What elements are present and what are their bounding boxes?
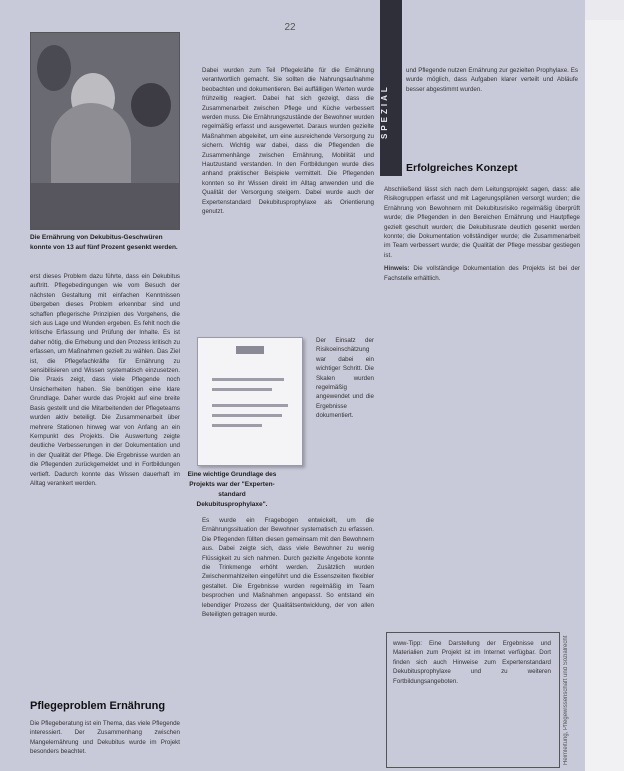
tip-box-text <box>393 639 551 763</box>
column-2-body-mid: Der Einsatz der Risikoeinschätzung war dabei ein wichtiger Schritt. Die Skalen wurden regelmäßig angewendet und die Ergebnisse dokumentiert. <box>316 337 374 420</box>
column-2-bottom <box>202 516 374 766</box>
column-1-text <box>30 272 180 694</box>
adjacent-page-edge <box>585 0 624 771</box>
photo-figure <box>30 32 180 230</box>
column-2-body-bottom: Es wurde ein Fragebogen entwickelt, um die Ernährungssituation der Bewohner systematisch zu erfassen. Die Pflegenden füllten diesen gemeinsam mit den Bewohnern aus. Dabei zeigte sich, dass viele Bewohner zu wenig Flüssigkeit zu sich nahmen. Durch gezielte Angebote konnte die Trinkmenge erhöht werden. Zusätzlich wurden Zwischenmahlzeiten eingeführt und die Essenszeiten flexibler gestaltet. Die Ergebnisse wurden regelmäßig im Team besprochen und Maßnahmen angepasst. So entstand ein lebendiger Prozess der Qualitätsentwicklung, der von allen Beteiligten getragen wurde. <box>202 517 374 619</box>
www-tip-box <box>386 632 560 768</box>
adjacent-page-top <box>585 0 624 20</box>
heading-pflegeproblem: Pflegeproblem Ernährung <box>30 700 166 712</box>
section-label: SPEZIAL <box>380 84 389 140</box>
column-3-text <box>384 185 580 600</box>
tip-box-body: www-Tipp: Eine Darstellung der Ergebnisse und Materialien zum Projekt ist im Internet verfügbar. Dort finden sich auch Hinweise zum Expertenstandard Dekubitusprophylaxe und zu weiteren Fortbildungsangeboten. <box>393 640 551 685</box>
hinweis-label: Hinweis: <box>384 265 410 273</box>
column-3-body: Abschließend lässt sich nach dem Leitungsprojekt sagen, dass: alle Risikogruppen erfasst und mit Lagerungsplänen versorgt wurden; die Ernährung von Bewohnern mit Dekubitusrisiko regelmäßig überprüft wurde; die Pflegenden in den Bereichen Ernährung und Hautpflege gezielt geschult wurden; die Dekubitusrate deutlich gesenkt werden konnte; die Dokumentation vollständiger wurde; die Zusammenarbeit im Team verbessert wurde; die Qualität der Pflege messbar gestiegen ist. <box>384 186 580 259</box>
column-3-top <box>406 66 578 156</box>
column-1b-text <box>30 719 180 769</box>
column-2-mid <box>316 336 374 512</box>
column-1-body: erst dieses Problem dazu führte, dass ein Dekubitus auftritt. Pflegebedingungen wie vom Besuch der nächsten Gestaltung mit einfachen Kenntnissen übergeben dieses Problem erkennbar sind und schaffen pflegerische Prinzipien des Vorgehens, die sich aus Lage und Wunden ergeben. Es fehlt noch die kritische Erfassung und Prüfung der Inhalte. Es ist daher nötig, die Erhebung und den Prozess kritisch zu erfassen, um Maßnahmen gezielt zu wählen. Das Ziel ist, die Pflegefachkräfte für Ernährung zu sensibilisieren und Wissen systematisch einzusetzen. Die Praxis zeigt, dass viele Pflegende noch Unsicherheiten haben. Sie benötigen eine klare Grundlage. Daher wurde das Projekt auf eine breite Basis gestellt und die Mitarbeitenden der Pflegeteams wurden aktiv beteiligt. Die Zusammenarbeit über mehrere Stationen hinweg war von Anfang an ein Kernpunkt des Projekts. Die Auswertung zeigte deutliche Verbesserungen in der Dokumentation und in der Qualität der Pflege. Die Ergebnisse wurden an die Pflegenden zurückgemeldet und in Fortbildungen vertieft. Dadurch konnte das Wissen dauerhaft im Alltag verankert werden. <box>30 273 180 487</box>
page-number: 22 <box>284 22 296 33</box>
column-1b-body: Die Pflegeberatung ist ein Thema, das viele Pflegende interessiert. Der Zusammenhang zwischen Mangelernährung und Dekubitus wurde im Projekt besonders beachtet. <box>30 720 180 756</box>
side-label: Heimleitung, Pflegewissenschaft und Sozialrecht <box>563 635 569 765</box>
column-2-body-top: Dabei wurden zum Teil Pflegekräfte für die Ernährung verantwortlich gemacht. Sie sollten die Nahrungsaufnahme beobachten und dokumentieren. Bei auffälligen Werten wurde frühzeitig reagiert. Dabei hat sich gezeigt, dass die Zusammenarbeit zwischen Pflege und Küche verbessert werden muss. Die Ernährungszustände der Bewohner wurden regelmäßig erfasst und ausgewertet. Daraus wurden gezielte Maßnahmen abgeleitet, um eine ausreichende Versorgung zu sichern. Wichtig war dabei, dass die Pflegenden die Zusammenhänge zwischen Ernährung, Mobilität und Hautzustand verstanden. In den Fortbildungen wurde dies anhand praktischer Beispiele vermittelt. Die Pflegenden konnten so ihr Wissen direkt im Alltag anwenden und die Qualität der Versorgung steigern. Dabei wurde auch der Expertenstandard Dekubitusprophylaxe als Orientierung genutzt. <box>202 67 374 216</box>
column-2-top <box>202 66 374 336</box>
booklet-cover-image <box>197 337 303 466</box>
column-3-body-top: und Pflegende nutzen Ernährung zur gezielten Prophylaxe. Es wurde möglich, dass Aufgaben klarer verteilt und Abläufe besser abgestimmt wurden. <box>406 67 578 93</box>
heading-erfolgreiches-konzept: Erfolgreiches Konzept <box>406 162 518 174</box>
hinweis-text: Die vollständige Dokumentation des Projekts ist bei der Fachstelle erhältlich. <box>384 265 580 282</box>
booklet-caption: Eine wichtige Grundlage des Projekts war der "Experten-standard Dekubitusprophylaxe". <box>187 471 277 508</box>
photo-caption: Die Ernährung von Dekubitus-Geschwüren konnte von 13 auf fünf Prozent gesenkt werden. <box>30 234 178 251</box>
